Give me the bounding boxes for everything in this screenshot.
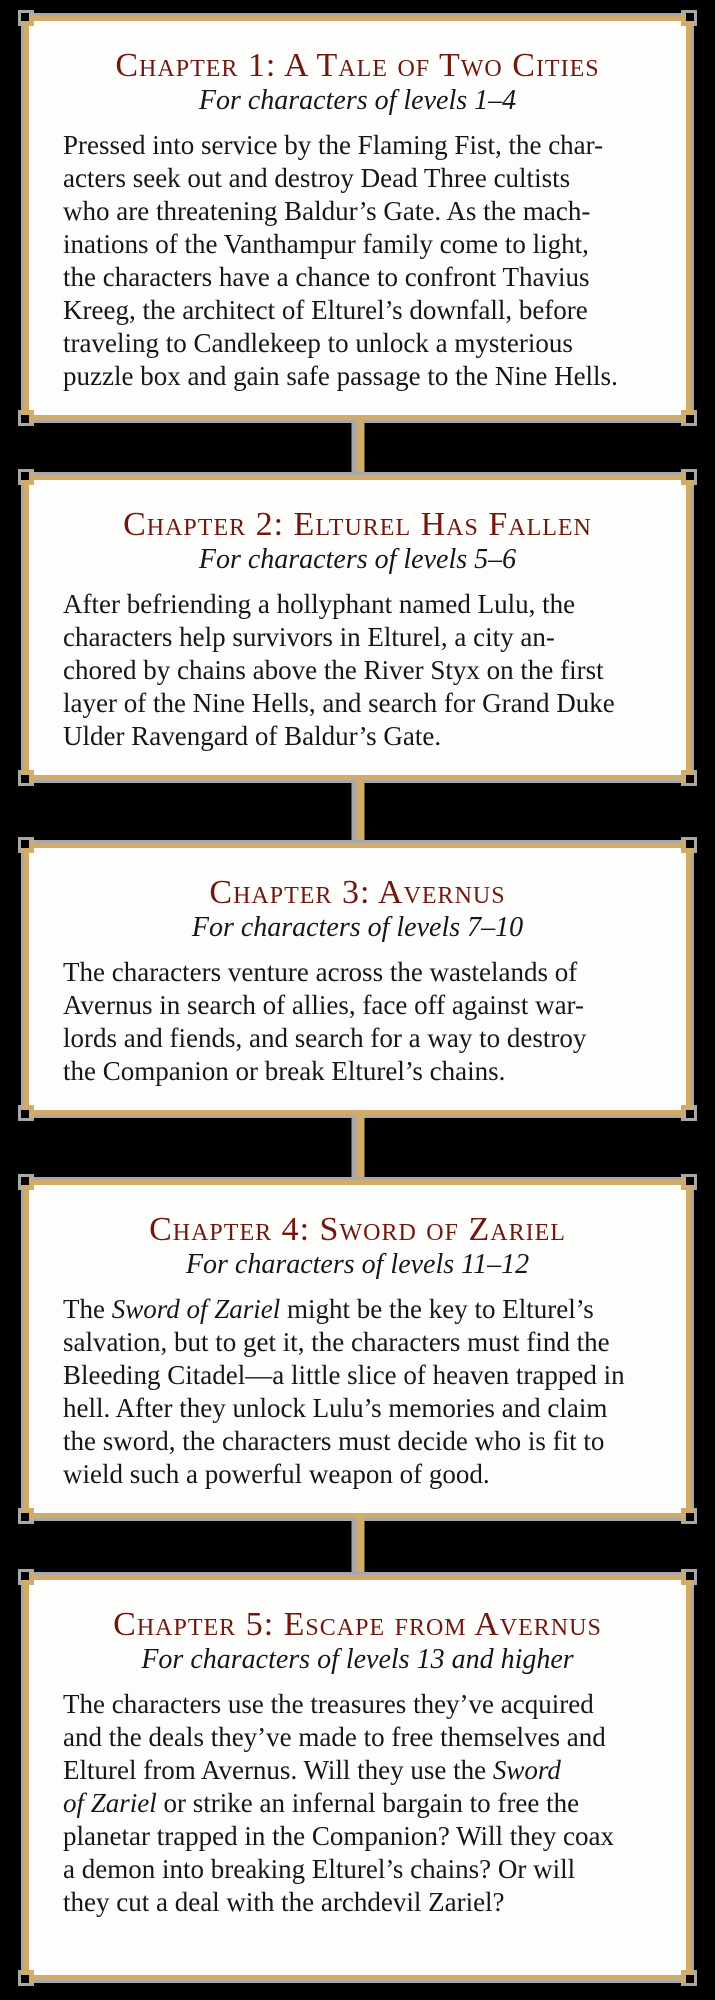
chapter-2-panel (24, 475, 691, 780)
chapter-summary-line: acters seek out and destroy Dead Three cultists (63, 163, 571, 193)
frame-corner-notch (681, 1970, 694, 1983)
connector-pipe (351, 420, 364, 475)
chapter-summary-line: characters help survivors in Elturel, a city an- (63, 622, 555, 652)
chapter-summary-line: hell. After they unlock Lulu’s memories and claim (63, 1393, 608, 1423)
connector-pipe (351, 1115, 364, 1180)
chapter-summary (49, 1293, 666, 1491)
frame-corner-notch (681, 1177, 694, 1190)
flow-connector (24, 1115, 691, 1180)
chapter-title: Chapter 4: Sword of Zariel (149, 1211, 566, 1248)
chapter-level-range: For characters of levels 5–6 (198, 544, 517, 575)
frame-corner-notch (681, 1572, 694, 1585)
chapter-summary-line: Avernus in search of allies, face off against war- (63, 990, 584, 1020)
chapter-summary-line: planetar trapped in the Companion? Will they coax (63, 1821, 614, 1851)
chapter-summary (49, 129, 666, 393)
frame-corner-notch (681, 472, 694, 485)
chapter-summary-line: salvation, but to get it, the characters must find the (63, 1327, 610, 1357)
frame-corner-notch (21, 13, 34, 26)
chapter-title: Chapter 3: Avernus (209, 874, 506, 911)
chapter-summary-line: the characters have a chance to confront Thavius (63, 262, 590, 292)
chapter-summary (49, 588, 666, 753)
chapter-level-range: For characters of levels 11–12 (185, 1249, 530, 1280)
chapter-5-panel (24, 1575, 691, 1980)
frame-corner-notch (21, 1177, 34, 1190)
chapter-summary-line: Ulder Ravengard of Baldur’s Gate. (63, 721, 442, 751)
flow-connector (24, 420, 691, 475)
chapter-summary-line: and the deals they’ve made to free themselves and (63, 1722, 606, 1752)
chapter-summary-line: they cut a deal with the archdevil Zariel? (63, 1887, 505, 1917)
chapter-summary-line: the Companion or break Elturel’s chains. (63, 1056, 506, 1086)
flow-connector (24, 1518, 691, 1575)
chapter-summary-line: The characters use the treasures they’ve acquired (63, 1689, 594, 1719)
chapter-summary-line: who are threatening Baldur’s Gate. As the mach- (63, 196, 591, 226)
frame-corner-notch (21, 840, 34, 853)
chapter-summary-line: The Sword of Zariel might be the key to Elturel’s (63, 1294, 594, 1324)
chapter-summary-line: a demon into breaking Elturel’s chains? Or will (63, 1854, 576, 1884)
frame-corner-notch (21, 1572, 34, 1585)
chapter-summary (49, 956, 666, 1088)
chapter-summary-line: Pressed into service by the Flaming Fist, the char- (63, 130, 604, 160)
frame-corner-notch (21, 472, 34, 485)
chapter-summary-line: traveling to Candlekeep to unlock a mysterious (63, 328, 573, 358)
chapter-summary-line: puzzle box and gain safe passage to the Nine Hells. (63, 361, 618, 391)
chapter-level-range: For characters of levels 13 and higher (141, 1644, 574, 1675)
connector-pipe (351, 780, 364, 843)
chapter-summary-line: Bleeding Citadel—a little slice of heaven trapped in (63, 1360, 625, 1390)
chapter-3-panel (24, 843, 691, 1115)
connector-pipe (351, 1518, 364, 1575)
frame-corner-notch (681, 13, 694, 26)
chapter-title: Chapter 2: Elturel Has Fallen (123, 506, 592, 543)
chapter-summary-line: of Zariel or strike an infernal bargain to free the (63, 1788, 580, 1818)
chapter-1-panel (24, 16, 691, 420)
chapter-summary-line: layer of the Nine Hells, and search for Grand Duke (63, 688, 615, 718)
flow-connector (24, 780, 691, 843)
chapter-title: Chapter 5: Escape from Avernus (113, 1606, 602, 1643)
chapter-summary-line: Kreeg, the architect of Elturel’s downfall, before (63, 295, 588, 325)
chapter-level-range: For characters of levels 7–10 (191, 912, 524, 943)
chapter-summary-line: After befriending a hollyphant named Lulu, the (63, 589, 576, 619)
chapter-summary-line: wield such a powerful weapon of good. (63, 1459, 490, 1489)
frame-corner-notch (21, 1970, 34, 1983)
chapter-summary-line: inations of the Vanthampur family come to light, (63, 229, 589, 259)
chapter-summary-line: Elturel from Avernus. Will they use the Sword (63, 1755, 561, 1785)
chapter-summary-line: the sword, the characters must decide who is fit to (63, 1426, 605, 1456)
chapter-summary-line: lords and fiends, and search for a way to destroy (63, 1023, 587, 1053)
chapter-summary-line: The characters venture across the wastelands of (63, 957, 578, 987)
chapter-4-panel (24, 1180, 691, 1518)
chapter-summary (49, 1688, 666, 1919)
chapter-title: Chapter 1: A Tale of Two Cities (115, 47, 600, 84)
frame-corner-notch (681, 840, 694, 853)
chapter-level-range: For characters of levels 1–4 (198, 85, 517, 116)
chapter-summary-line: chored by chains above the River Styx on the first (63, 655, 604, 685)
